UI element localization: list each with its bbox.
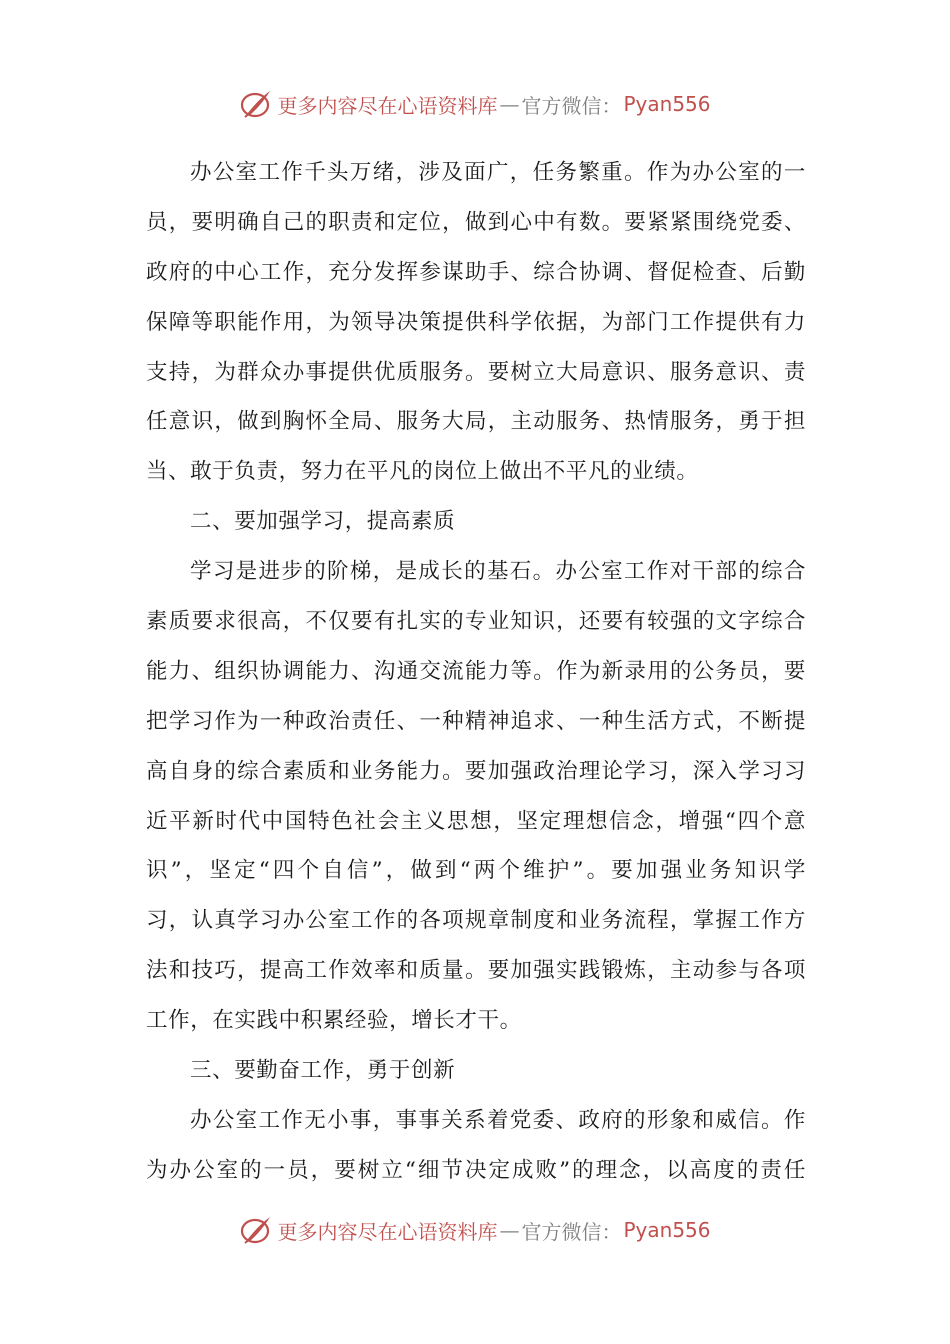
banner-wechat-id: Pyan556 xyxy=(623,1218,711,1242)
watermark-banner-top xyxy=(0,82,950,126)
paragraph-line: 任意识，做到胸怀全局、服务大局，主动服务、热情服务，勇于担 xyxy=(146,409,806,435)
section-heading: 二、要加强学习，提高素质 xyxy=(190,509,456,535)
banner-wechat-id: Pyan556 xyxy=(623,92,711,116)
paragraph-line: 习，认真学习办公室工作的各项规章制度和业务流程，掌握工作方 xyxy=(146,908,806,934)
banner-brand-text: 更多内容尽在心语资料库 xyxy=(277,93,498,118)
banner-brand-text: 更多内容尽在心语资料库 xyxy=(277,1219,498,1244)
paragraph-line: 法和技巧，提高工作效率和质量。要加强实践锻炼，主动参与各项 xyxy=(146,958,806,984)
paragraph-line: 高自身的综合素质和业务能力。要加强政治理论学习，深入学习习 xyxy=(146,758,806,784)
paragraph-line: 近平新时代中国特色社会主义思想，坚定理想信念，增强“四个意 xyxy=(146,808,806,834)
paragraph-line: 员，要明确自己的职责和定位，做到心中有数。要紧紧围绕党委、 xyxy=(146,209,806,235)
document-body xyxy=(146,148,806,1196)
paragraph-line: 办公室工作千头万绪，涉及面广，任务繁重。作为办公室的一 xyxy=(190,160,806,185)
paragraph-line: 办公室工作无小事，事事关系着党委、政府的形象和威信。作 xyxy=(190,1107,806,1133)
watermark-banner-bottom xyxy=(0,1208,950,1252)
section-heading: 三、要勤奋工作，勇于创新 xyxy=(190,1058,456,1084)
paragraph-line: 学习是进步的阶梯，是成长的基石。办公室工作对干部的综合 xyxy=(190,559,806,585)
banner-dash: — xyxy=(499,92,520,116)
banner-dash: — xyxy=(499,1218,520,1242)
quill-logo-icon xyxy=(239,1213,273,1247)
paragraph-line: 素质要求很高，不仅要有扎实的专业知识，还要有较强的文字综合 xyxy=(146,609,806,635)
paragraph-line: 当、敢于负责，努力在平凡的岗位上做出不平凡的业绩。 xyxy=(146,459,699,485)
paragraph-line: 支持，为群众办事提供优质服务。要树立大局意识、服务意识、责 xyxy=(146,359,806,385)
paragraph-line: 工作，在实践中积累经验，增长才干。 xyxy=(146,1008,522,1034)
paragraph-line: 识”，坚定“四个自信”，做到“两个维护”。要加强业务知识学 xyxy=(146,858,806,884)
paragraph-line: 为办公室的一员，要树立“细节决定成败”的理念，以高度的责任 xyxy=(146,1157,806,1183)
banner-official-label: 官方微信： xyxy=(521,1219,622,1244)
paragraph-line: 把学习作为一种政治责任、一种精神追求、一种生活方式，不断提 xyxy=(146,708,806,734)
banner-official-label: 官方微信： xyxy=(521,93,622,118)
quill-logo-icon xyxy=(239,87,273,121)
paragraph-line: 能力、组织协调能力、沟通交流能力等。作为新录用的公务员，要 xyxy=(146,658,806,684)
paragraph-line: 政府的中心工作，充分发挥参谋助手、综合协调、督促检查、后勤 xyxy=(146,259,806,285)
paragraph-line: 保障等职能作用，为领导决策提供科学依据，为部门工作提供有力 xyxy=(146,309,806,335)
